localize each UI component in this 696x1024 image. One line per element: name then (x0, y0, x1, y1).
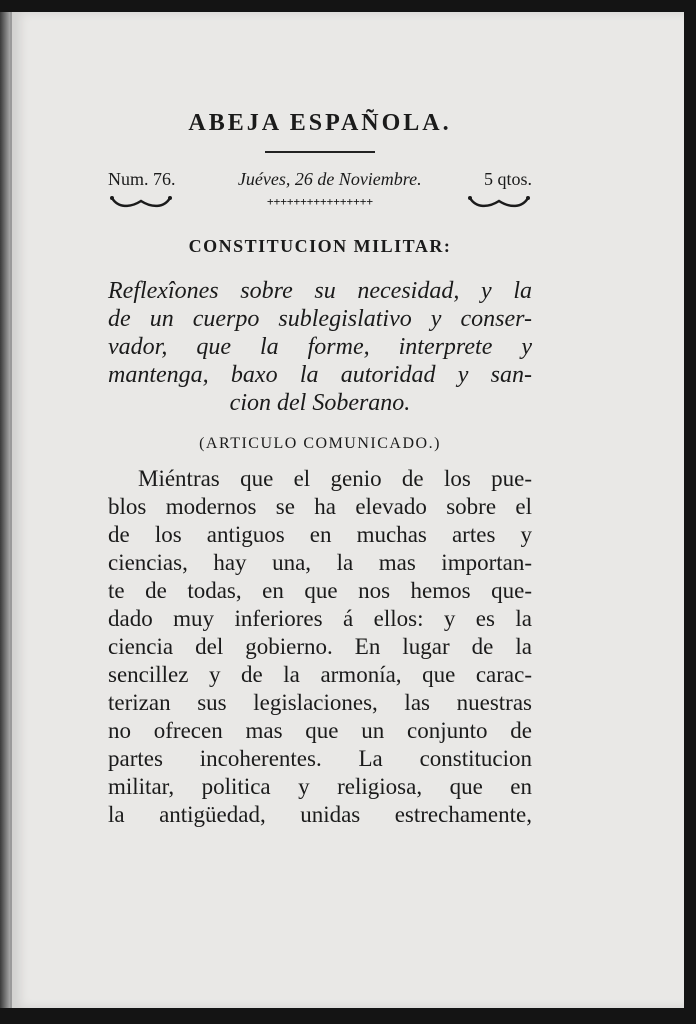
issue-date: Juéves, 26 de Noviembre. (237, 169, 422, 189)
swash-ornament-left-icon (108, 192, 174, 210)
body-line: militar, politica y religiosa, que en (108, 774, 532, 799)
swash-ornament-right-icon (466, 192, 532, 210)
ornament-row (108, 192, 532, 210)
subtitle-line: mantenga, baxo la autoridad y san- (108, 362, 532, 388)
attribution: (ARTICULO COMUNICADO.) (199, 435, 441, 452)
masthead-title: ABEJA ESPAÑOLA. (188, 110, 452, 136)
section-title: CONSTITUCION MILITAR: (188, 236, 452, 256)
body-line: Miéntras que el genio de los pue- (138, 466, 532, 491)
body-line: ciencias, hay una, la mas importan- (108, 550, 532, 575)
body-line: blos modernos se ha elevado sobre el (108, 494, 532, 519)
body-line: te de todas, en que nos hemos que- (108, 578, 532, 603)
subtitle-line: de un cuerpo sublegislativo y conser- (108, 306, 532, 332)
body-line: terizan sus legislaciones, las nuestras (108, 690, 532, 715)
book-page (10, 12, 684, 1008)
body-line: sencillez y de la armonía, que carac- (108, 662, 532, 687)
article-subtitle (108, 277, 532, 417)
subtitle-line: cion del Soberano. (229, 390, 411, 416)
masthead-rule (265, 151, 375, 153)
article-body (108, 465, 532, 829)
issue-price: 5 qtos. (483, 169, 532, 189)
body-line: dado muy inferiores á ellos: y es la (108, 606, 532, 631)
body-line: la antigüedad, unidas estrechamente, (108, 802, 532, 827)
issue-number: Num. 76. (108, 169, 176, 189)
subtitle-line: vador, que la forme, interprete y (108, 334, 532, 360)
body-line: de los antiguos en muchas artes y (108, 522, 532, 547)
page-content (108, 110, 532, 829)
body-line: no ofrecen mas que un conjunto de (108, 718, 532, 743)
body-line: ciencia del gobierno. En lugar de la (108, 634, 532, 659)
body-line: partes incoherentes. La constitucion (108, 746, 532, 771)
dagger-ornament: ++++++++++++++++ (267, 194, 373, 208)
issue-line (108, 169, 532, 190)
subtitle-line: Reflexîones sobre su necesidad, y la (108, 278, 532, 304)
